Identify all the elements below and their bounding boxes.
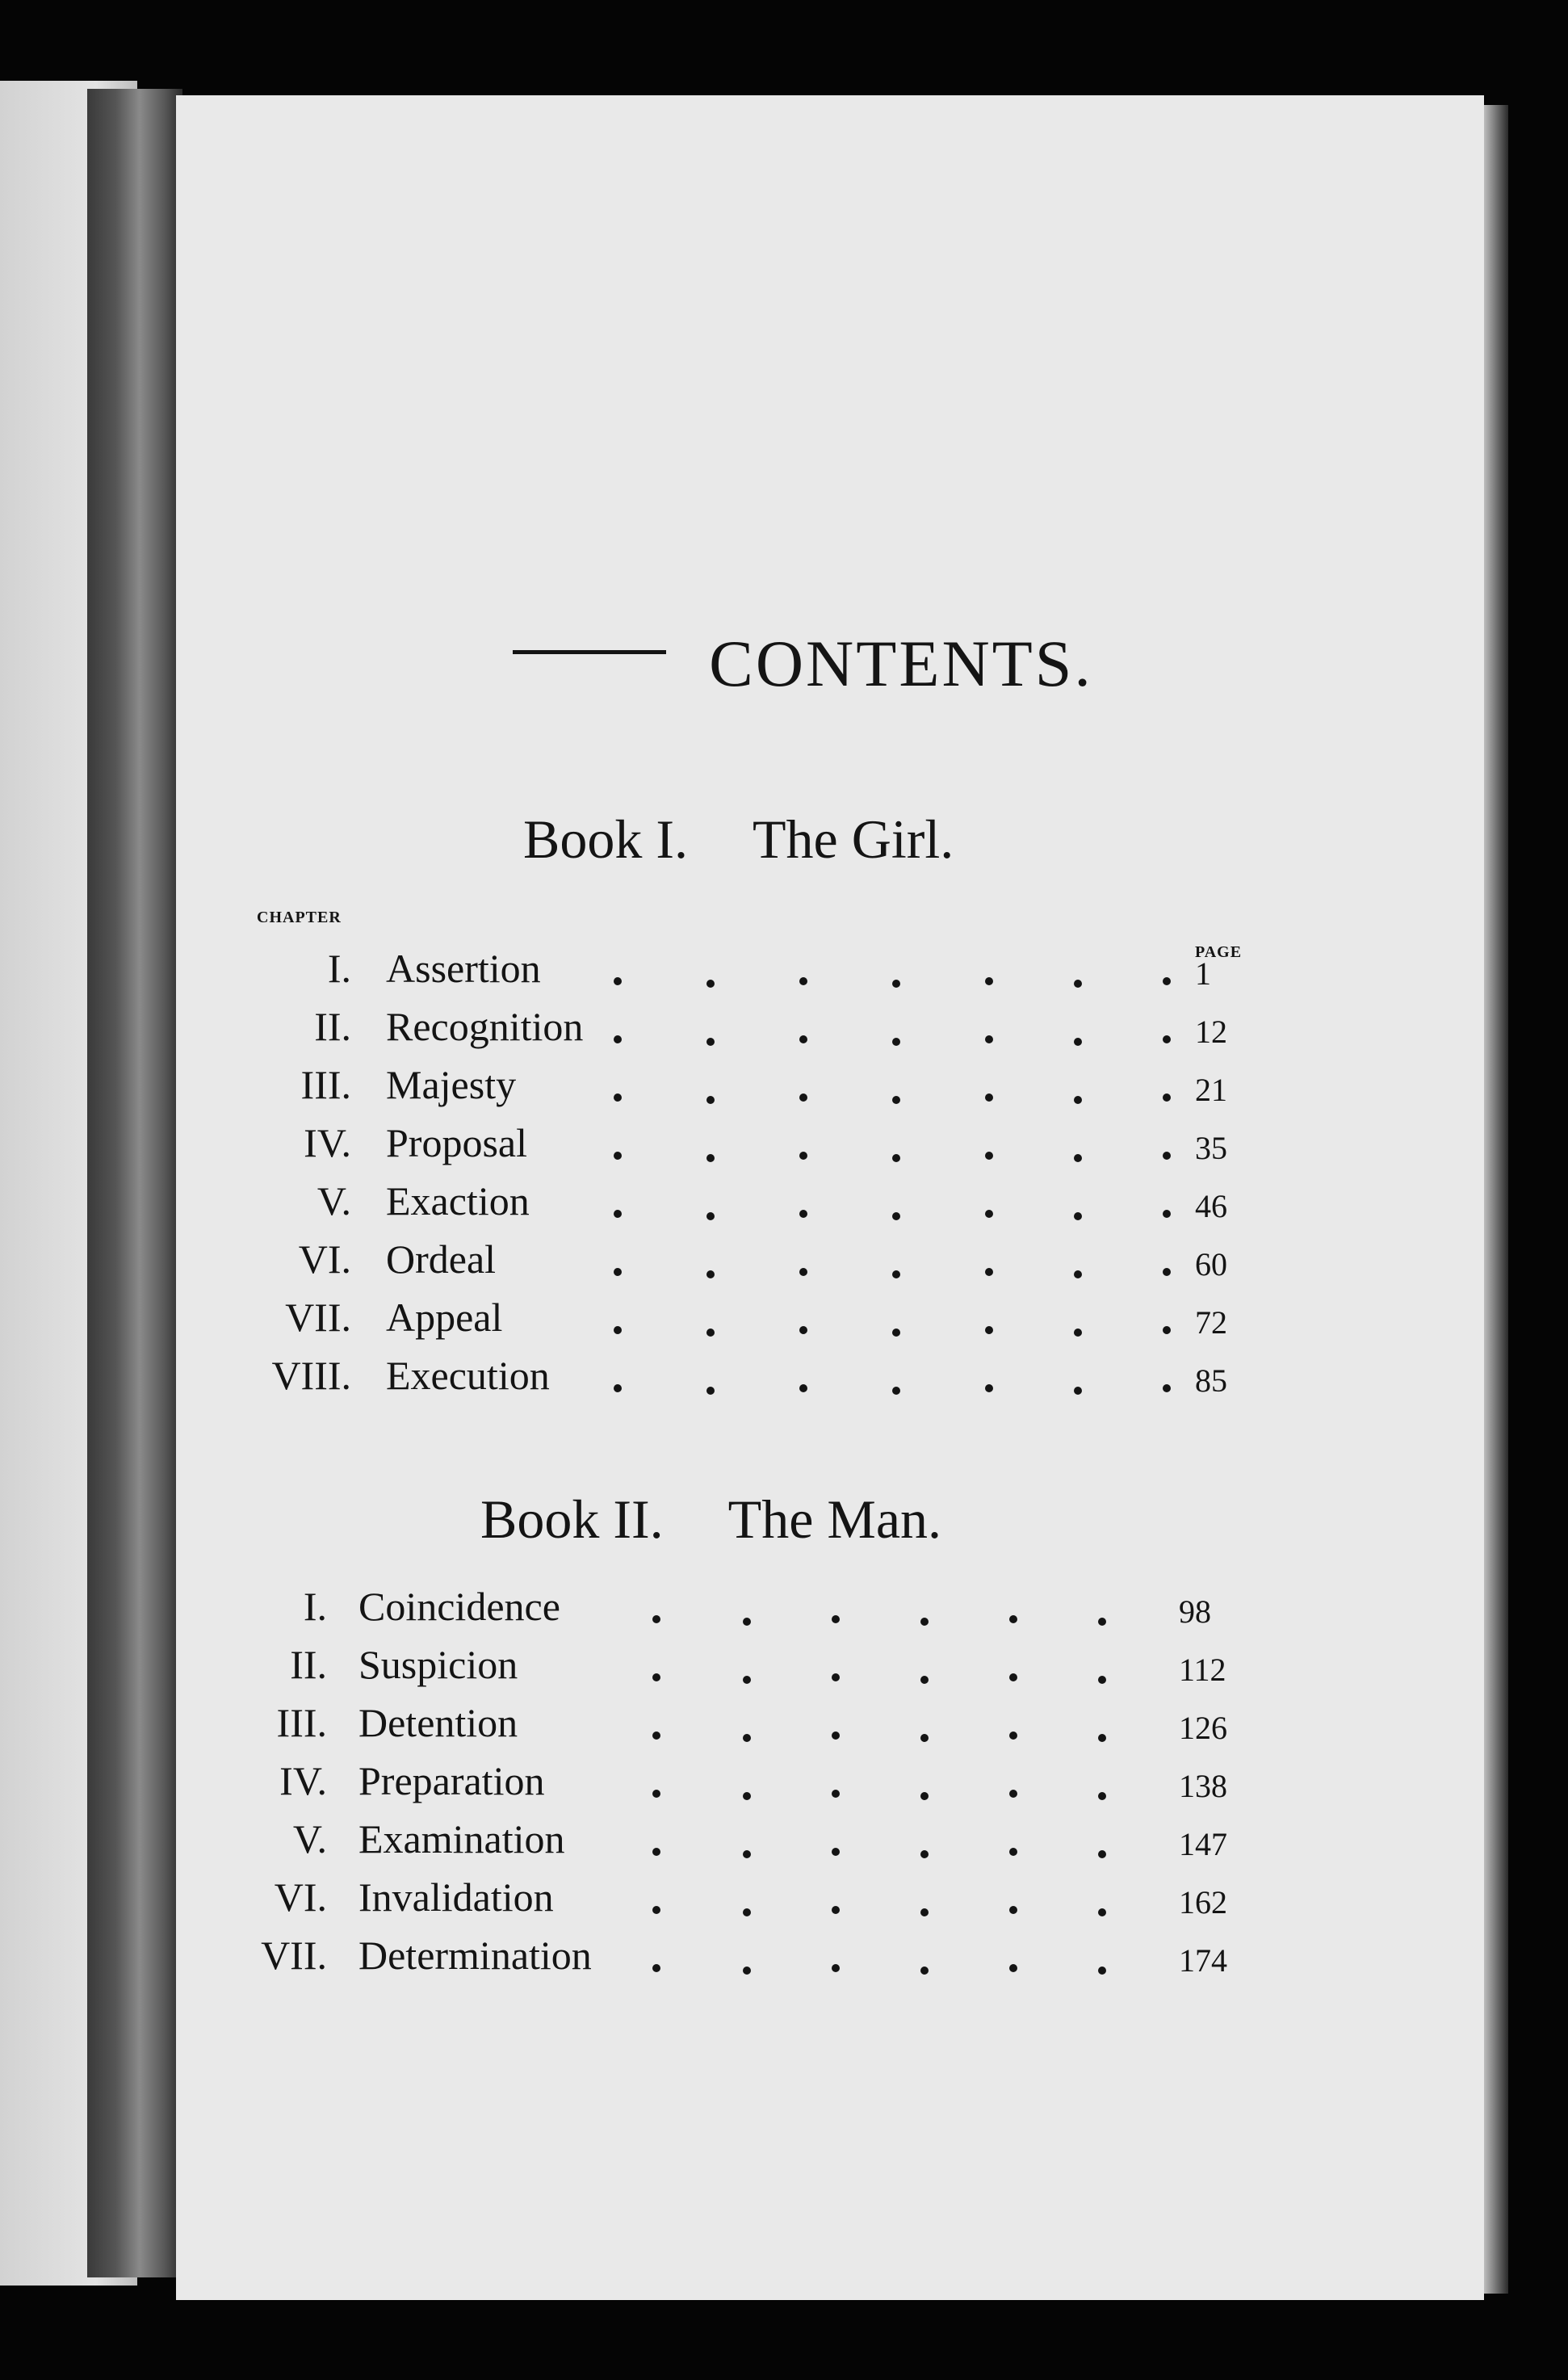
- chapter-number: III.: [300, 1062, 351, 1107]
- leader-dot: [832, 1731, 840, 1740]
- chapter-name: Appeal: [386, 1295, 503, 1340]
- page-number: 1: [1195, 955, 1211, 992]
- book1-heading: [523, 808, 954, 871]
- chapter-name: Recognition: [386, 1004, 584, 1049]
- book1-title: The Girl.: [753, 808, 954, 870]
- leader-dot: [1074, 1038, 1082, 1046]
- book2-heading: [480, 1488, 941, 1551]
- chapter-name: Execution: [386, 1353, 550, 1398]
- leader-dot: [799, 1152, 807, 1160]
- page-title: CONTENTS.: [709, 627, 1093, 700]
- chapter-name: Examination: [358, 1816, 565, 1862]
- leader-dot: [920, 1676, 929, 1684]
- book2-title: The Man.: [727, 1488, 942, 1550]
- leader-dot: [614, 1326, 622, 1334]
- page-column-label: PAGE: [1195, 943, 1243, 961]
- leader-dot: [706, 1154, 715, 1162]
- leader-dot: [985, 1326, 993, 1334]
- leader-dot: [1098, 1618, 1106, 1626]
- page-number: 46: [1195, 1188, 1227, 1224]
- leader-dot: [652, 1906, 660, 1914]
- chapter-number: IV.: [304, 1120, 351, 1165]
- leader-dot: [892, 1387, 900, 1395]
- chapter-name: Proposal: [386, 1120, 527, 1165]
- chapter-number: V.: [292, 1816, 327, 1862]
- leader-dot: [1009, 1790, 1017, 1798]
- page-edge-shadow: [1484, 105, 1508, 2294]
- book1-label: Book I.: [523, 808, 688, 870]
- page-number: 72: [1195, 1304, 1227, 1341]
- leader-dot: [985, 977, 993, 985]
- leader-dot: [652, 1673, 660, 1681]
- leader-dot: [799, 1268, 807, 1276]
- page-number: 21: [1195, 1072, 1227, 1108]
- leader-dot: [706, 1270, 715, 1278]
- leader-dot: [985, 1384, 993, 1392]
- leader-dot: [892, 1038, 900, 1046]
- leader-dot: [743, 1850, 751, 1858]
- leader-dot: [614, 1268, 622, 1276]
- page-number: 174: [1179, 1942, 1227, 1979]
- leader-dot: [1074, 980, 1082, 988]
- chapter-number: III.: [276, 1700, 327, 1745]
- page-number: 112: [1179, 1652, 1226, 1688]
- chapter-name: Determination: [358, 1933, 592, 1978]
- leader-dot: [799, 1210, 807, 1218]
- leader-dot: [920, 1618, 929, 1626]
- chapter-number: VII.: [285, 1295, 351, 1340]
- leader-dot: [743, 1618, 751, 1626]
- chapter-name: Preparation: [358, 1758, 545, 1803]
- leader-dot: [985, 1268, 993, 1276]
- leader-dot: [920, 1967, 929, 1975]
- chapter-column-label: CHAPTER: [257, 909, 342, 926]
- leader-dot: [743, 1792, 751, 1800]
- leader-dot: [1163, 1384, 1171, 1392]
- page-number: 162: [1179, 1884, 1227, 1920]
- leader-dot: [1074, 1154, 1082, 1162]
- leader-dot: [652, 1964, 660, 1972]
- leader-dot: [652, 1848, 660, 1856]
- leader-dot: [706, 1212, 715, 1220]
- leader-dot: [706, 1096, 715, 1104]
- leader-dot: [1074, 1387, 1082, 1395]
- leader-dot: [892, 1270, 900, 1278]
- leader-dot: [652, 1615, 660, 1623]
- leader-dot: [1009, 1906, 1017, 1914]
- leader-dot: [799, 1093, 807, 1102]
- leader-dot: [985, 1152, 993, 1160]
- leader-dot: [1098, 1676, 1106, 1684]
- chapter-number: I.: [327, 946, 351, 991]
- leader-dot: [892, 1154, 900, 1162]
- leader-dot: [832, 1906, 840, 1914]
- leader-dot: [892, 1212, 900, 1220]
- leader-dot: [706, 1387, 715, 1395]
- leader-dot: [1163, 977, 1171, 985]
- leader-dot: [920, 1792, 929, 1800]
- leader-dot: [832, 1848, 840, 1856]
- leader-dot: [832, 1673, 840, 1681]
- chapter-number: II.: [290, 1642, 327, 1687]
- leader-dot: [1009, 1964, 1017, 1972]
- leader-dot: [706, 1329, 715, 1337]
- leader-dot: [1074, 1270, 1082, 1278]
- leader-dot: [743, 1734, 751, 1742]
- leader-dot: [1009, 1848, 1017, 1856]
- chapter-number: V.: [317, 1178, 351, 1224]
- chapter-name: Ordeal: [386, 1236, 497, 1282]
- leader-dot: [1098, 1850, 1106, 1858]
- chapter-name: Coincidence: [358, 1584, 560, 1629]
- leader-dot: [799, 977, 807, 985]
- leader-dot: [706, 980, 715, 988]
- leader-dot: [1074, 1329, 1082, 1337]
- leader-dot: [1163, 1268, 1171, 1276]
- leader-dot: [832, 1790, 840, 1798]
- leader-dot: [920, 1908, 929, 1916]
- leader-dot: [614, 1093, 622, 1102]
- leader-dot: [614, 1210, 622, 1218]
- page-number: 85: [1195, 1362, 1227, 1399]
- leader-dot: [1009, 1731, 1017, 1740]
- leader-dot: [1098, 1908, 1106, 1916]
- leader-dot: [1163, 1152, 1171, 1160]
- title-rule: [513, 650, 666, 654]
- leader-dot: [614, 1035, 622, 1043]
- leader-dot: [799, 1384, 807, 1392]
- chapter-number: IV.: [279, 1758, 327, 1803]
- leader-dot: [1009, 1673, 1017, 1681]
- leader-dot: [799, 1035, 807, 1043]
- leader-dot: [892, 1329, 900, 1337]
- page-number: 12: [1195, 1014, 1227, 1050]
- page-number: 98: [1179, 1593, 1211, 1630]
- leader-dot: [743, 1676, 751, 1684]
- page-number: 35: [1195, 1130, 1227, 1166]
- chapter-name: Detention: [358, 1700, 518, 1745]
- leader-dot: [1163, 1035, 1171, 1043]
- leader-dot: [799, 1326, 807, 1334]
- chapter-name: Majesty: [386, 1062, 517, 1107]
- leader-dot: [892, 1096, 900, 1104]
- page-number: 147: [1179, 1826, 1227, 1862]
- chapter-number: VII.: [261, 1933, 327, 1978]
- leader-dot: [1163, 1326, 1171, 1334]
- chapter-number: VIII.: [271, 1353, 351, 1398]
- leader-dot: [652, 1790, 660, 1798]
- leader-dot: [1098, 1792, 1106, 1800]
- leader-dot: [614, 1152, 622, 1160]
- page-number: 126: [1179, 1710, 1227, 1746]
- chapter-number: VI.: [274, 1874, 327, 1920]
- leader-dot: [743, 1908, 751, 1916]
- leader-dot: [614, 1384, 622, 1392]
- chapter-name: Invalidation: [358, 1874, 554, 1920]
- chapter-name: Exaction: [386, 1178, 530, 1224]
- chapter-name: Assertion: [386, 946, 541, 991]
- leader-dot: [1074, 1212, 1082, 1220]
- chapter-name: Suspicion: [358, 1642, 518, 1687]
- leader-dot: [920, 1734, 929, 1742]
- leader-dot: [743, 1967, 751, 1975]
- leader-dot: [832, 1615, 840, 1623]
- leader-dot: [1163, 1210, 1171, 1218]
- leader-dot: [985, 1210, 993, 1218]
- leader-dot: [1098, 1734, 1106, 1742]
- leader-dot: [920, 1850, 929, 1858]
- leader-dot: [652, 1731, 660, 1740]
- leader-dot: [614, 977, 622, 985]
- leader-dot: [985, 1035, 993, 1043]
- leader-dot: [1163, 1093, 1171, 1102]
- leader-dot: [1009, 1615, 1017, 1623]
- leader-dot: [1074, 1096, 1082, 1104]
- page-number: 60: [1195, 1246, 1227, 1282]
- leader-dot: [892, 980, 900, 988]
- leader-dot: [706, 1038, 715, 1046]
- page-number: 138: [1179, 1768, 1227, 1804]
- book2-label: Book II.: [480, 1488, 664, 1550]
- leader-dot: [985, 1093, 993, 1102]
- leader-dot: [1098, 1967, 1106, 1975]
- chapter-number: I.: [303, 1584, 327, 1629]
- chapter-number: II.: [314, 1004, 351, 1049]
- chapter-number: VI.: [298, 1236, 351, 1282]
- leader-dot: [832, 1964, 840, 1972]
